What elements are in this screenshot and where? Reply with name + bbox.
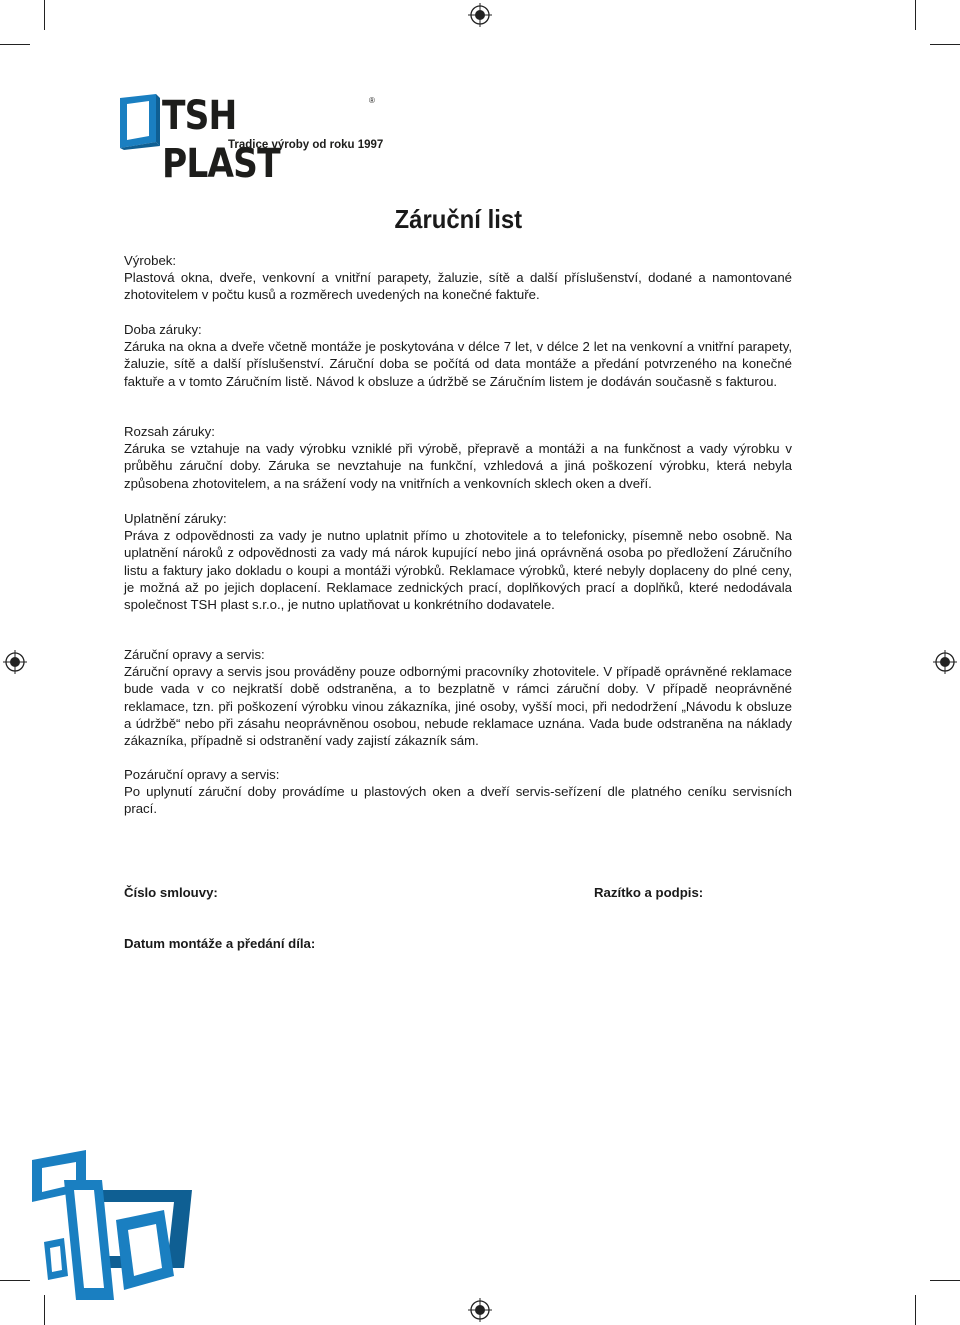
crop-mark <box>930 1280 960 1281</box>
registration-mark-icon <box>468 1298 492 1322</box>
logo-tagline: Tradice výroby od roku 1997 <box>228 139 384 151</box>
registration-mark-icon <box>933 650 957 674</box>
section-post-warranty-repairs <box>124 766 792 818</box>
section-warranty-repairs <box>124 646 792 749</box>
crop-mark <box>915 1295 916 1325</box>
page-title <box>0 204 916 235</box>
section-heading: Rozsah záruky: <box>124 424 215 439</box>
section-warranty-scope <box>124 423 792 492</box>
page-title-text: Záruční list <box>394 204 522 234</box>
section-body: Práva z odpovědnosti za vady je nutno uplatnit přímo u zhotovitele a to telefonicky, písemně nebo osobně. Na uplatnění nároků z odpovědnosti za vady má nárok kupující nebo jiná oprávněná osoba po předložení Záručního listu a faktury jako dokladu o koupi a montáži výrobků. Reklamace výrobků, které nebyly doplaceny do plné ceny, je možná až po jejich doplacení. Reklamace zednických prací, doplňkových prací a doplňků, které nedodávala společnost TSH plast s.r.o., je nutno uplatňovat u konkrétního dodavatele. <box>124 528 792 613</box>
contract-number-label: Číslo smlouvy: <box>124 885 218 900</box>
section-heading: Pozáruční opravy a servis: <box>124 767 280 782</box>
crop-mark <box>930 44 960 45</box>
section-warranty-claim <box>124 510 792 613</box>
section-heading: Doba záruky: <box>124 322 202 337</box>
crop-mark <box>44 0 45 30</box>
section-heading: Výrobek: <box>124 253 177 268</box>
section-heading: Uplatnění záruky: <box>124 511 227 526</box>
section-heading: Záruční opravy a servis: <box>124 647 265 662</box>
stamp-signature-label: Razítko a podpis: <box>594 885 704 900</box>
registration-mark-icon <box>468 3 492 27</box>
section-product <box>124 252 792 304</box>
section-warranty-period <box>124 321 792 390</box>
window-frames-decoration-icon <box>24 1150 199 1300</box>
installation-date-label: Datum montáže a předání díla: <box>124 936 316 951</box>
section-body: Záruka se vztahuje na vady výrobku vzniklé při výrobě, přepravě a montáži a na funkčnost a vady výrobku v průběhu záruční doby. Záruka se nevztahuje na funkční, vzhledová a jiná poškození výrobku, která nebyla způsobena zhotovitelem, a na srážení vody na vnitřních a venkovních sklech oken a dveří. <box>124 441 792 491</box>
registered-mark: ® <box>369 96 375 105</box>
crop-mark <box>0 44 30 45</box>
logo-name: TSH PLAST <box>162 93 280 187</box>
section-body: Plastová okna, dveře, venkovní a vnitřní parapety, žaluzie, sítě a další příslušenství, dodané a namontované zhotovitelem v počtu kusů a rozměrech uvedených na konečné faktuře. <box>124 270 792 303</box>
section-body: Záruční opravy a servis jsou prováděny pouze odbornými pracovníky zhotovitele. V případě oprávněné reklamace bude vada v co nejkratší době odstraněna, a to bezplatně v rámci záruční doby. V případě neoprávněné reklamace, tzn. při poškození výrobku vinou zákazníka, jiné osoby, vyšší moci, při nedodržení „Návodu k obsluze a údržbě“ nebo při zásahu neoprávněnou osobou, nebude reklamace uznána. Vada bude odstraněna na náklady zákazníka, případně si odstranění vady zajistí zákazník sám. <box>124 664 792 749</box>
section-body: Záruka na okna a dveře včetně montáže je poskytována v délce 7 let, v délce 2 let na venkovní a vnitřní parapety, žaluzie, sítě a další příslušenství. Záruční doba se počítá od data montáže a předání potvrzeného na konečné faktuře a v tomto Záručním listě. Návod k obsluze a údržbě se Záručním listem je dodáván současně s fakturou. <box>124 339 792 389</box>
section-body: Po uplynutí záruční doby provádíme u plastových oken a dveří servis-seřízení dle platného ceníku servisních prací. <box>124 784 792 817</box>
registration-mark-icon <box>3 650 27 674</box>
company-logo <box>118 92 388 187</box>
window-frame-logo-icon <box>118 92 162 150</box>
crop-mark <box>915 0 916 30</box>
